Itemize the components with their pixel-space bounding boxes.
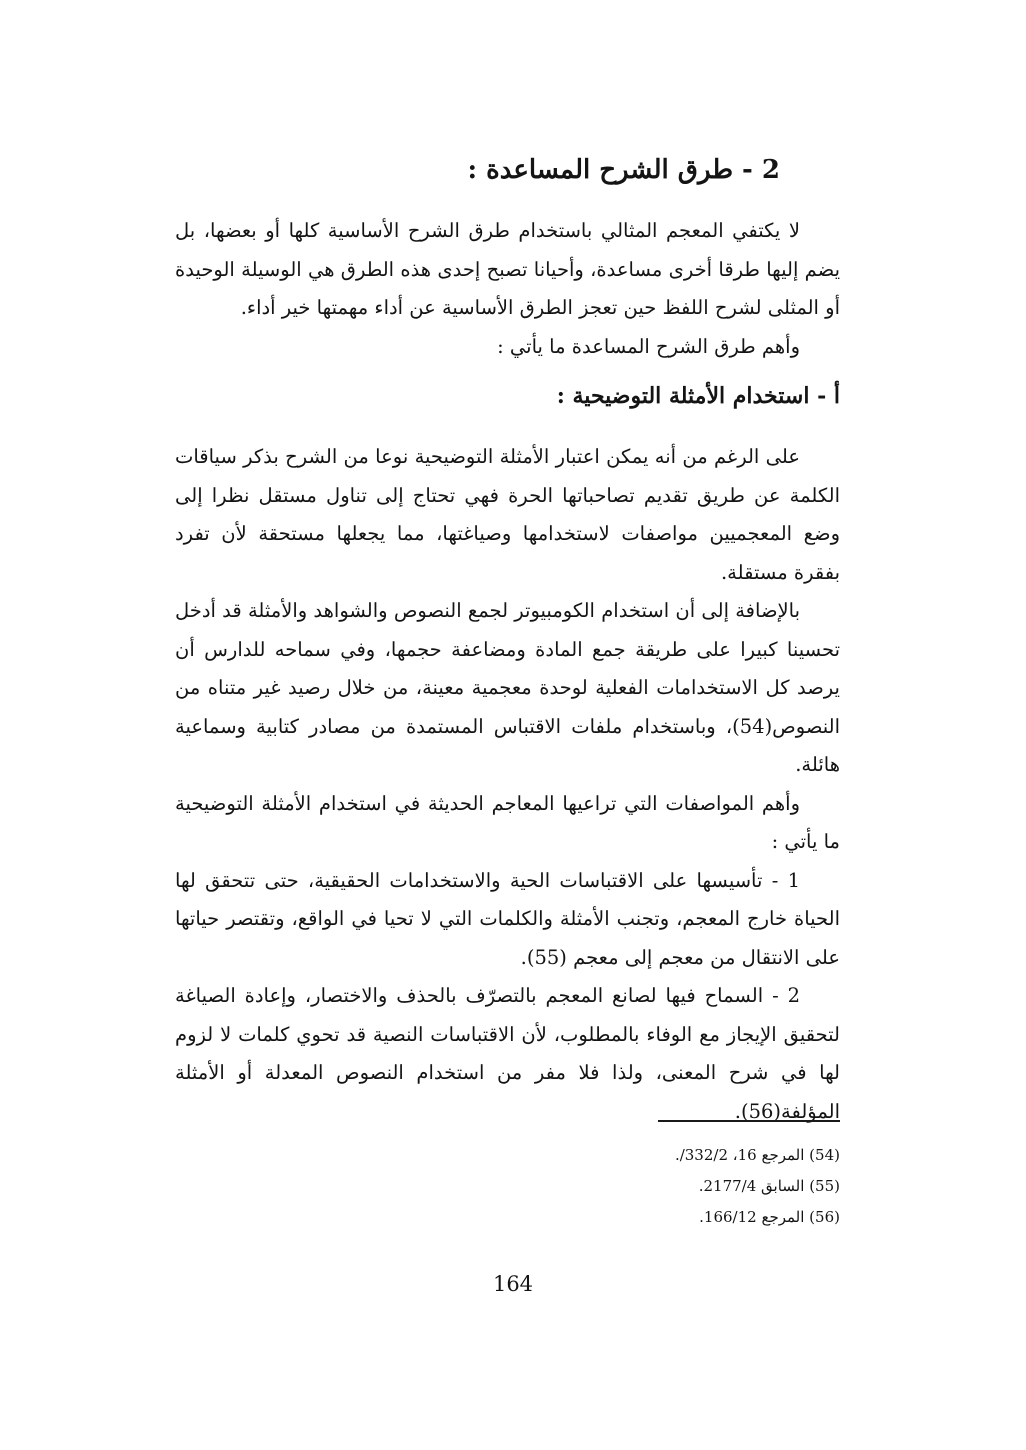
section-heading: 2 - طرق الشرح المساعدة : [467, 155, 780, 185]
footnote: (56) المرجع 166/12. [699, 1208, 840, 1226]
main-text-column [175, 150, 840, 1131]
footnote-divider [658, 1120, 840, 1122]
list-item-paragraph: 2 - السماح فيها لصانع المعجم بالتصرّف بالحذف والاختصار، وإعادة الصياغة لتحقيق الإيجاز مع الوفاء بالمطلوب، لأن الاقتباسات النصية قد تحوي كلمات لا لزوم لها في شرح المعنى، ولذا فلا مفر من استخدام النصوص المعدلة أو الأمثلة المؤلفة(56). [175, 984, 840, 1123]
body-paragraph: على الرغم من أنه يمكن اعتبار الأمثلة التوضيحية نوعا من الشرح بذكر سياقات الكلمة عن طريق تقديم تصاحباتها الحرة فهي تحتاج إلى تناول مستقل نظرا إلى وضع المعجميين مواصفات لاستخدامها وصياغتها، مما يجعلها مستحقة لأن تفرد بفقرة مستقلة. [175, 445, 840, 584]
footnote: (54) المرجع 16، 332/2/. [674, 1146, 840, 1164]
list-item-paragraph: 1 - تأسيسها على الاقتباسات الحية والاستخدامات الحقيقية، حتى تتحقق لها الحياة خارج المعجم، وتجنب الأمثلة والكلمات التي لا تحيا في الواقع، وتقتصر حياتها على الانتقال من معجم إلى معجم (55). [175, 868, 840, 969]
body-paragraph: بالإضافة إلى أن استخدام الكومبيوتر لجمع النصوص والشواهد والأمثلة قد أدخل تحسينا كبيرا على طريقة جمع المادة ومضاعفة حجمها، وفي سماحه للدارس أن يرصد كل الاستخدامات الفعلية لوحدة معجمية معينة، من خلال رصيد غير متناه من النصوص(54)، وباستخدام ملفات الاقتباس المستمدة من مصادر كتابية وسماعية هائلة. [175, 599, 840, 776]
subsection-heading: أ - استخدام الأمثلة التوضيحية : [556, 383, 840, 409]
intro-lead-in: وأهم طرق الشرح المساعدة ما يأتي : [497, 334, 800, 358]
page-number: 164 [492, 1272, 534, 1296]
body-paragraph: وأهم المواصفات التي تراعيها المعاجم الحديثة في استخدام الأمثلة التوضيحية ما يأتي : [175, 791, 840, 853]
footnotes [520, 1140, 840, 1233]
intro-paragraph: لا يكتفي المعجم المثالي باستخدام طرق الشرح الأساسية كلها أو بعضها، بل يضم إليها طرقا أخرى مساعدة، وأحيانا تصبح إحدى هذه الطرق هي الوسيلة الوحيدة أو المثلى لشرح اللفظ حين تعجز الطرق الأساسية عن أداء مهمتها خير أداء. [175, 219, 840, 319]
footnote: (55) السابق 2177/4. [698, 1177, 840, 1195]
